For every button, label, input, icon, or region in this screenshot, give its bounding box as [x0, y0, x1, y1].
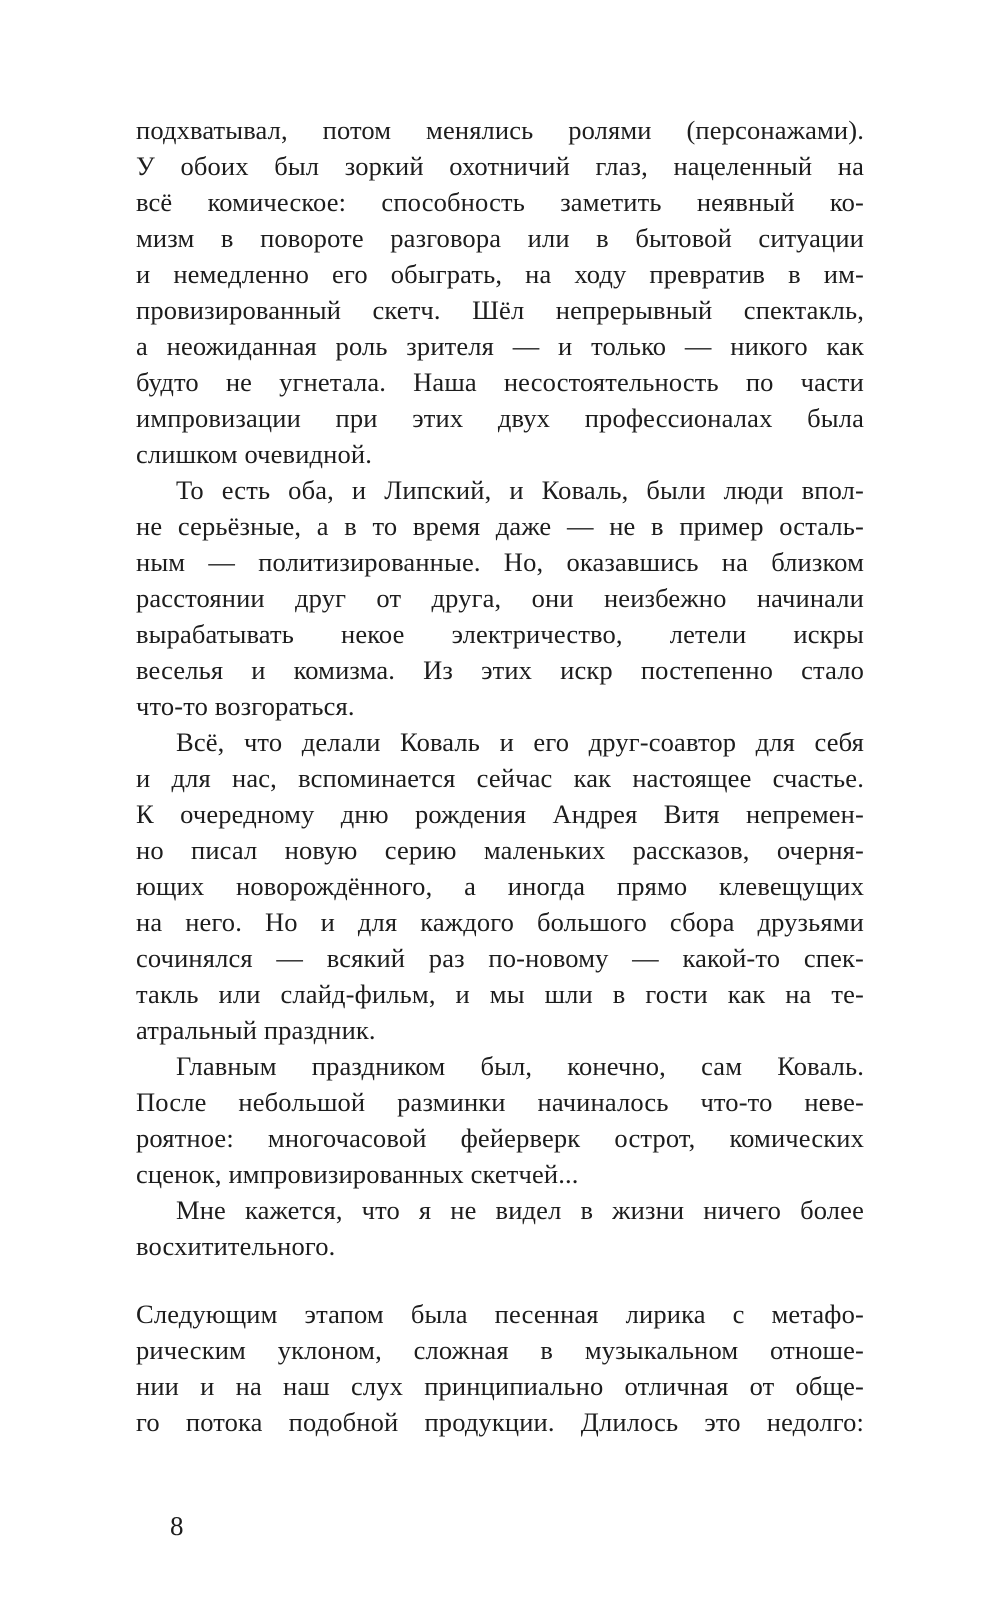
- text-line: восхитительного.: [136, 1231, 336, 1261]
- text-line: Всё, что делали Коваль и его друг-соавтор для себя: [176, 727, 864, 757]
- text-line: Следующим этапом была песенная лирика с метафо-: [136, 1299, 864, 1329]
- text-line: и для нас, вспоминается сейчас как настоящее счастье.: [136, 763, 864, 793]
- text-line: что-то возгораться.: [136, 691, 355, 721]
- text-line: на него. Но и для каждого большого сбора друзьями: [136, 907, 864, 937]
- text-line: подхватывал, потом менялись ролями (персонажами).: [136, 115, 864, 145]
- text-line: роятное: многочасовой фейерверк острот, комических: [136, 1123, 864, 1153]
- text-line: провизированный скетч. Шёл непрерывный спектакль,: [136, 295, 864, 325]
- text-line: всё комическое: способность заметить неявный ко-: [136, 187, 864, 217]
- text-line: ным — политизированные. Но, оказавшись на близком: [136, 547, 864, 577]
- text-line: сочинялся — всякий раз по-новому — какой-то спек-: [136, 943, 864, 973]
- text-line: такль или слайд-фильм, и мы шли в гости как на те-: [136, 979, 864, 1009]
- text-line: Главным праздником был, конечно, сам Коваль.: [176, 1051, 864, 1081]
- text-line: После небольшой разминки начиналось что-то неве-: [136, 1087, 864, 1117]
- text-line: а неожиданная роль зрителя — и только — никого как: [136, 331, 864, 361]
- text-line: веселья и комизма. Из этих искр постепенно стало: [136, 655, 864, 685]
- text-line: расстоянии друг от друга, они неизбежно начинали: [136, 583, 864, 613]
- text-line: Мне кажется, что я не видел в жизни ничего более: [176, 1195, 864, 1225]
- text-line: не серьёзные, а в то время даже — не в пример осталь-: [136, 511, 864, 541]
- text-line: будто не угнетала. Наша несостоятельность по части: [136, 367, 864, 397]
- main-text: [136, 112, 864, 1264]
- text-line: и немедленно его обыграть, на ходу превратив в им-: [136, 259, 864, 289]
- text-line: То есть оба, и Липский, и Коваль, были люди впол-: [176, 475, 864, 505]
- text-line: мизм в повороте разговора или в бытовой ситуации: [136, 223, 864, 253]
- text-line: но писал новую серию маленьких рассказов, очерня-: [136, 835, 864, 865]
- text-line: го потока подобной продукции. Длилось это недолго:: [136, 1407, 864, 1437]
- text-line: К очередному дню рождения Андрея Витя непремен-: [136, 799, 864, 829]
- text-line: импровизации при этих двух профессионалах была: [136, 403, 864, 433]
- text-line: сценок, импровизированных скетчей...: [136, 1159, 579, 1189]
- text-line: вырабатывать некое электричество, летели искры: [136, 619, 864, 649]
- text-line: атральный праздник.: [136, 1015, 376, 1045]
- text-line: нии и на наш слух принципиально отличная от обще-: [136, 1371, 864, 1401]
- section-text: [136, 1296, 864, 1440]
- text-line: слишком очевидной.: [136, 439, 373, 469]
- page-number: 8: [170, 1511, 184, 1541]
- text-line: рическим уклоном, сложная в музыкальном отноше-: [136, 1335, 864, 1365]
- text-line: ющих новорождённого, а иногда прямо клевещущих: [136, 871, 864, 901]
- text-line: У обоих был зоркий охотничий глаз, нацеленный на: [136, 151, 864, 181]
